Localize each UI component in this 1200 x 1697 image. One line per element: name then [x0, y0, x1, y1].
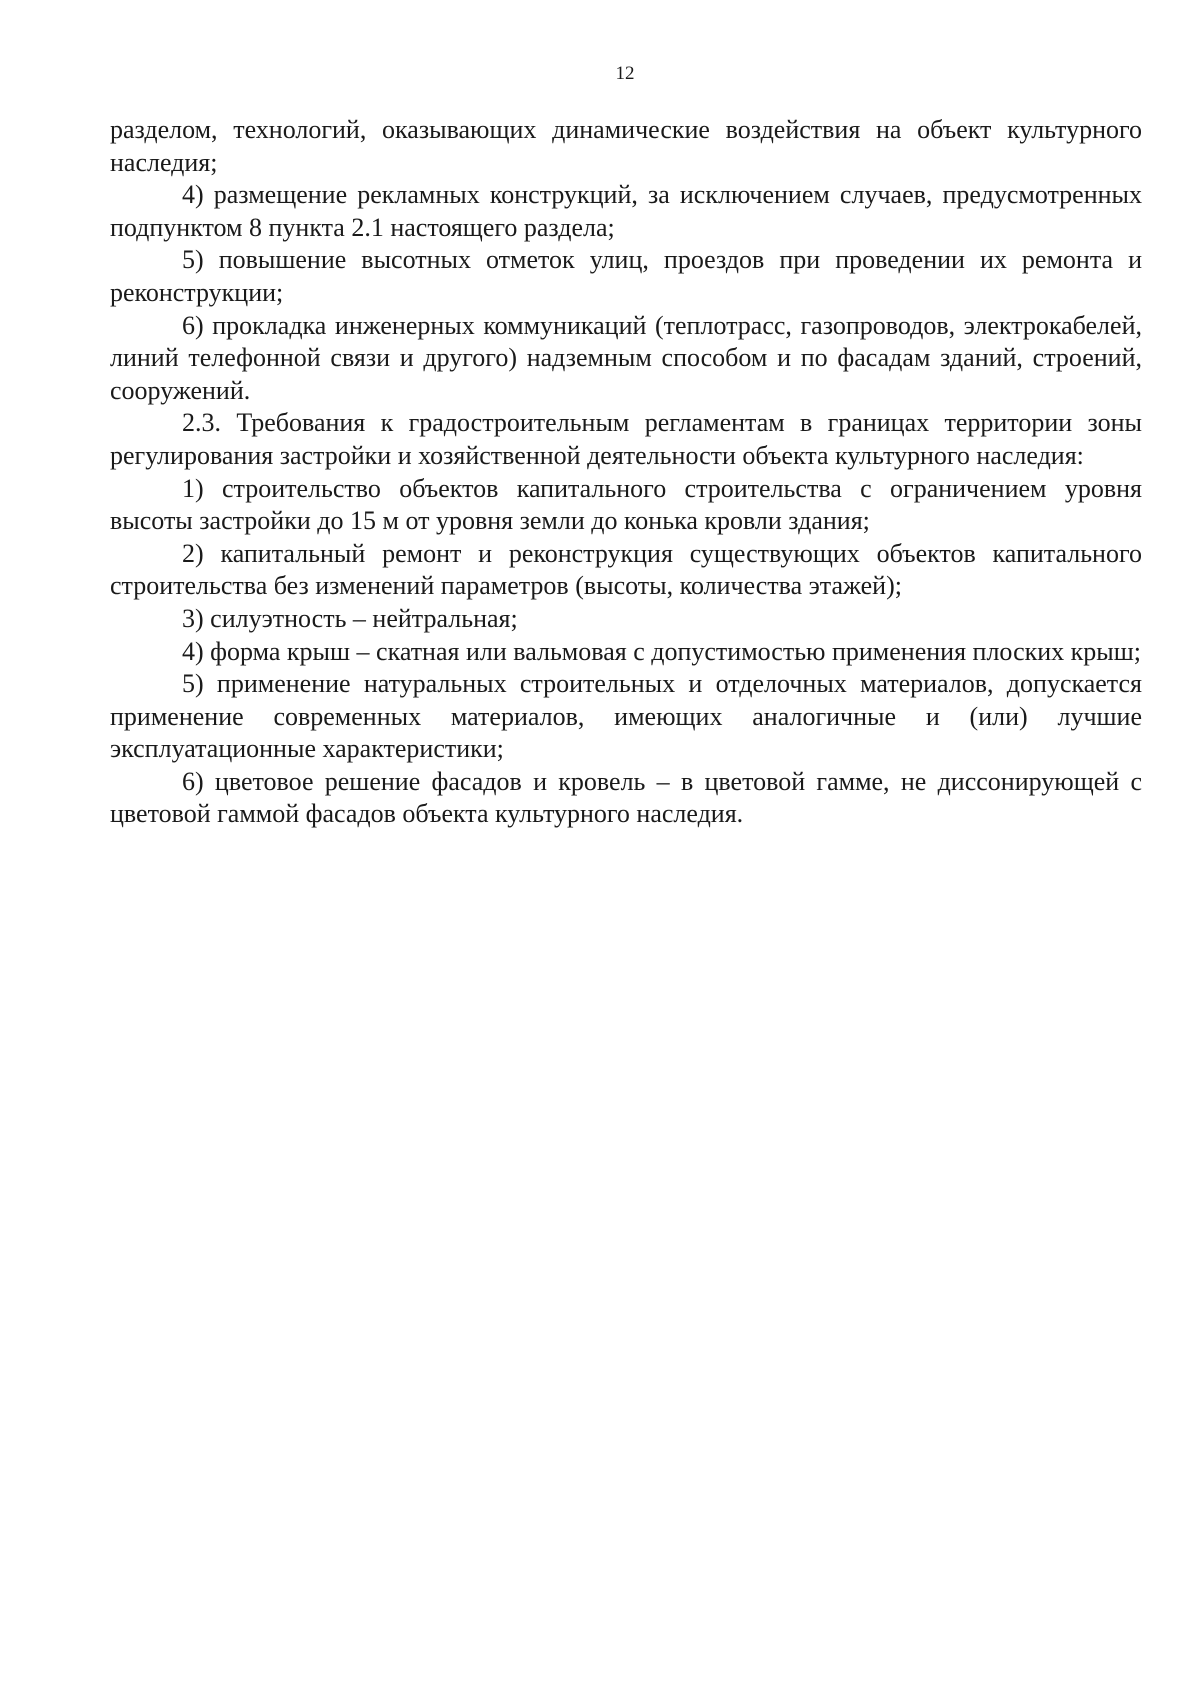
paragraph-item-4-advertising: 4) размещение рекламных конструкций, за исключением случаев, предусмотренных подпунктом 8 пункта 2.1 настоящего раздела;: [110, 180, 1142, 242]
paragraph-item-6-utilities: 6) прокладка инженерных коммуникаций (теплотрасс, газопроводов, электрокабелей, линий телефонной связи и другого) надземным способом и по фасадам зданий, строений, сооружений.: [110, 310, 1142, 405]
paragraph-item-5-materials: 5) применение натуральных строительных и отделочных материалов, допускается применение современных материалов, имеющих аналогичные и (или) лучшие эксплуатационные характеристики;: [110, 669, 1142, 764]
paragraph-item-1-construction-height: 1) строительство объектов капитального строительства с ограничением уровня высоты застройки до 15 м от уровня земли до конька кровли здания;: [110, 473, 1142, 536]
paragraph-item-4-roof-shape: 4) форма крыш – скатная или вальмовая с допустимостью применения плоских крыш;: [182, 636, 1142, 666]
paragraph-item-3-silhouette: 3) силуэтность – нейтральная;: [182, 603, 518, 633]
paragraph-item-6-color: 6) цветовое решение фасадов и кровель – в цветовой гамме, не диссонирующей с цветовой гаммой фасадов объекта культурного наследия.: [110, 766, 1142, 829]
page-number: 12: [615, 63, 635, 84]
paragraph-section-2-3: 2.3. Требования к градостроительным регламентам в границах территории зоны регулирования застройки и хозяйственной деятельности объекта культурного наследия:: [110, 408, 1142, 470]
paragraph-continued: разделом, технологий, оказывающих динамические воздействия на объект культурного наследия;: [110, 115, 1142, 177]
document-body: [110, 114, 1142, 831]
paragraph-item-2-repair: 2) капитальный ремонт и реконструкция существующих объектов капитального строительства без изменений параметров (высоты, количества этажей);: [110, 538, 1142, 601]
paragraph-item-5-street-levels: 5) повышение высотных отметок улиц, проездов при проведении их ремонта и реконструкции;: [110, 245, 1142, 307]
